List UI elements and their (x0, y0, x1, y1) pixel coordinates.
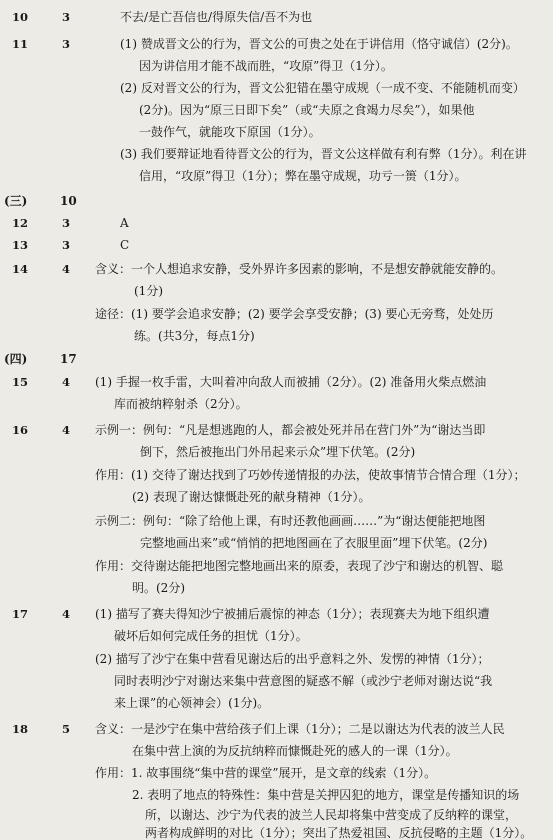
q11-number: 11 (12, 37, 29, 51)
q15-line-1: (1) 手握一枚手雷，大叫着冲向敌人而被捕（2分）。(2) 准备用火柴点燃油 (95, 375, 487, 389)
q16-line-6: 完整地画出来”或“悄悄的把地图画在了衣服里面”埋下伏笔。(2分) (140, 536, 488, 550)
q13-number: 13 (12, 238, 29, 252)
q11-line-4: (2分)。因为“原三日即下矣”（或“夫原之食竭力尽矣”），如果他 (139, 103, 475, 117)
section-4-score: 17 (60, 352, 77, 366)
q18-line-3: 作用：1. 故事围绕“集中营的课堂”展开，是文章的线索（1分）。 (95, 766, 437, 780)
q12-answer: A (120, 216, 129, 230)
q15-number: 15 (12, 375, 29, 389)
q16-number: 16 (12, 423, 29, 437)
q17-line-4: 同时表明沙宁对谢达来集中营意图的疑惑不解（或沙宁老师对谢达说“我 (114, 674, 493, 688)
q10-number: 10 (12, 10, 29, 24)
q12-score: 3 (62, 216, 71, 230)
q16-line-8: 明。(2分) (132, 581, 185, 595)
q16-line-5: 示例二：例句：“除了给他上课，有时还教他画画……”为“谢达便能把地图 (95, 514, 486, 528)
q14-line-2: (1分) (134, 284, 163, 298)
q11-line-7: 信用，“攻原”得卫（1分）；弊在墨守成规，功亏一篑（1分）。 (139, 169, 467, 183)
q17-number: 17 (12, 607, 29, 621)
section-4-label: (四) (4, 352, 28, 366)
q17-line-3: (2) 描写了沙宁在集中营看见谢达后的出乎意料之外、发愣的神情（1分）； (95, 652, 490, 666)
q13-score: 3 (62, 238, 71, 252)
section-3-score: 10 (60, 194, 77, 208)
q18-score: 5 (62, 722, 71, 736)
section-3-label: (三) (4, 194, 28, 208)
q11-line-2: 因为讲信用才能不战而胜，“攻原”得卫（1分）。 (139, 59, 393, 73)
q15-line-2: 库而被纳粹射杀（2分）。 (114, 397, 248, 411)
q10-score: 3 (62, 10, 71, 24)
q17-line-1: (1) 描写了赛夫得知沙宁被捕后震惊的神态（1分）；表现赛夫为地下组织遭 (95, 607, 490, 621)
q17-score: 4 (62, 607, 71, 621)
q18-number: 18 (12, 722, 29, 736)
q16-line-4: (2) 表现了谢达慷慨赴死的献身精神（1分）。 (132, 490, 371, 504)
q16-line-1: 示例一：例句：“凡是想逃跑的人，都会被处死并吊在营门外”为“谢达当即 (95, 423, 486, 437)
q11-line-1: (1) 赞成晋文公的行为，晋文公的可贵之处在于讲信用（恪守诚信）(2分)。 (120, 37, 518, 51)
q16-line-3: 作用：(1) 交待了谢达找到了巧妙传递情报的办法，使故事情节合情合理（1分）； (95, 468, 526, 482)
q18-line-2: 在集中营上演的为反抗纳粹而慷慨赴死的感人的一课（1分）。 (132, 744, 458, 758)
q18-line-6: 两者构成鲜明的对比（1分）；突出了热爱祖国、反抗侵略的主题（1分）。 (145, 826, 533, 840)
q11-score: 3 (62, 37, 71, 51)
q17-line-2: 破坏后如何完成任务的担忧（1分）。 (114, 629, 308, 643)
q17-line-5: 来上课”的心领神会）(1分)。 (114, 696, 270, 710)
q11-line-5: 一鼓作气，就能攻下原国（1分）。 (139, 125, 321, 139)
q10-answer: 不去/是亡吾信也/得原失信/吾不为也 (120, 10, 313, 24)
q14-number: 14 (12, 262, 29, 276)
q16-line-2: 倒下，然后被拖出门外吊起来示众”埋下伏笔。(2分) (140, 445, 416, 459)
q12-number: 12 (12, 216, 29, 230)
q14-line-3: 途径：(1) 要学会追求安静；(2) 要学会享受安静；(3) 要心无旁骛，处处历 (95, 307, 494, 321)
q14-line-1: 含义：一个人想追求安静，受外界许多因素的影响，不是想安静就能安静的。 (95, 262, 504, 276)
q13-answer: C (120, 238, 130, 252)
q18-line-4: 2. 表明了地点的特殊性：集中营是关押囚犯的地方，课堂是传播知识的场 (132, 788, 520, 802)
q16-score: 4 (62, 423, 71, 437)
q18-line-5: 所，以谢达、沙宁为代表的波兰人民却将集中营变成了反纳粹的课堂， (145, 808, 518, 822)
q18-line-1: 含义：一是沙宁在集中营给孩子们上课（1分）；二是以谢达为代表的波兰人民 (95, 722, 505, 736)
q15-score: 4 (62, 375, 71, 389)
q14-score: 4 (62, 262, 71, 276)
q16-line-7: 作用：交待谢达能把地图完整地画出来的原委，表现了沙宁和谢达的机智、聪 (95, 559, 504, 573)
q11-line-6: (3) 我们要辩证地看待晋文公的行为，晋文公这样做有利有弊（1分）。利在讲 (120, 147, 527, 161)
q11-line-3: (2) 反对晋文公的行为，晋文公犯错在墨守成规（一成不变、不能随机而变） (120, 81, 525, 95)
q14-line-4: 练。(共3分，每点1分) (134, 329, 255, 343)
